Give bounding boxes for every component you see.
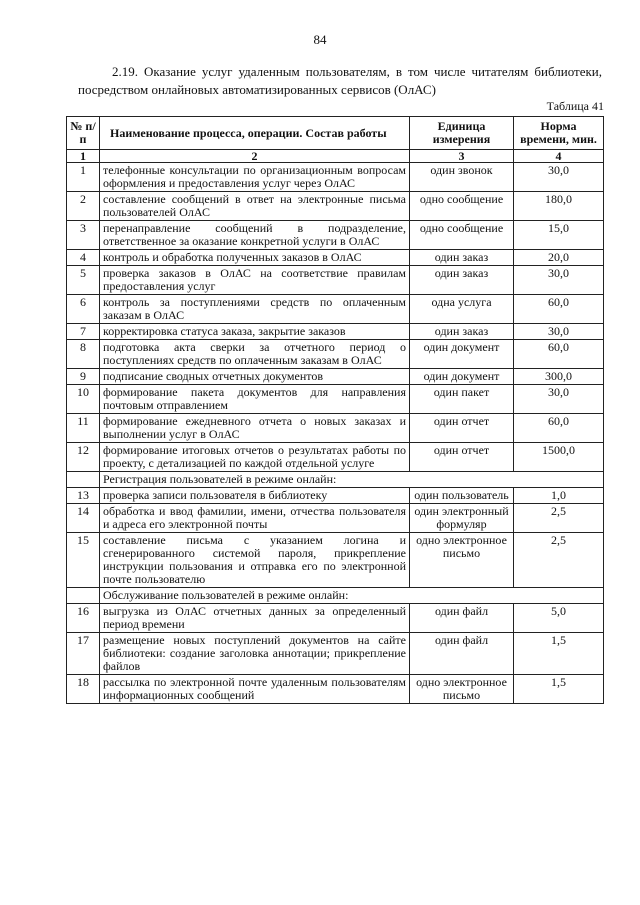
row-description: размещение новых поступлений документов на сайте библиотеки: создание заголовка аннотации; прикрепление файлов [100,633,410,675]
row-norm: 1,5 [514,633,604,675]
row-number: 1 [67,163,100,192]
row-norm: 5,0 [514,604,604,633]
table-row [67,192,604,221]
section-service [67,588,604,604]
column-number: 4 [514,150,604,163]
row-description: составление письма с указанием логина и сгенерированного системой пароля, прикрепление инструкции пользования и отправка его по электронной почте пользователю [100,533,410,588]
row-number: 18 [67,675,100,704]
row-norm: 30,0 [514,266,604,295]
table-row [67,533,604,588]
row-norm: 180,0 [514,192,604,221]
row-unit: один пакет [410,385,514,414]
row-description: подготовка акта сверки за отчетного период о поступлениях средств по оплаченным заказам в ОлАС [100,340,410,369]
row-unit: одно электронное письмо [410,675,514,704]
row-number: 3 [67,221,100,250]
row-norm: 1,0 [514,488,604,504]
row-norm: 60,0 [514,295,604,324]
row-unit: один заказ [410,324,514,340]
section-num-cell [67,472,100,488]
row-unit: один пользователь [410,488,514,504]
table-row [67,324,604,340]
row-norm: 15,0 [514,221,604,250]
row-description: корректировка статуса заказа, закрытие заказов [100,324,410,340]
section-registration [67,472,604,488]
row-norm: 1500,0 [514,443,604,472]
row-unit: один звонок [410,163,514,192]
row-number: 17 [67,633,100,675]
row-unit: один документ [410,369,514,385]
row-unit: одна услуга [410,295,514,324]
table-row [67,488,604,504]
row-description: рассылка по электронной почте удаленным пользователям информационных сообщений [100,675,410,704]
row-norm: 1,5 [514,675,604,704]
norms-table [66,116,604,704]
row-number: 14 [67,504,100,533]
row-number: 13 [67,488,100,504]
row-description: формирование итоговых отчетов о результатах работы по проекту, с детализацией по каждой отдельной услуге [100,443,410,472]
row-norm: 300,0 [514,369,604,385]
row-description: составление сообщений в ответ на электронные письма пользователей ОлАС [100,192,410,221]
row-unit: один электронный формуляр [410,504,514,533]
section-title: Обслуживание пользователей в режиме онлайн: [100,588,604,604]
row-number: 4 [67,250,100,266]
row-number: 11 [67,414,100,443]
section-row [67,472,604,488]
row-number: 6 [67,295,100,324]
rows-group-general [67,163,604,472]
table-row [67,675,604,704]
row-norm: 30,0 [514,163,604,192]
header-unit: Единица измерения [410,117,514,150]
row-description: обработка и ввод фамилии, имени, отчества пользователя и адреса его электронной почты [100,504,410,533]
row-unit: один отчет [410,443,514,472]
row-unit: один документ [410,340,514,369]
row-number: 9 [67,369,100,385]
table-row [67,414,604,443]
header-name: Наименование процесса, операции. Состав работы [100,117,410,150]
column-number: 2 [100,150,410,163]
row-norm: 30,0 [514,385,604,414]
row-norm: 20,0 [514,250,604,266]
row-number: 12 [67,443,100,472]
rows-group-registration [67,488,604,588]
row-number: 7 [67,324,100,340]
row-unit: один заказ [410,266,514,295]
table-row [67,633,604,675]
table-row [67,163,604,192]
row-unit: один отчет [410,414,514,443]
row-description: выгрузка из ОлАС отчетных данных за определенный период времени [100,604,410,633]
table-row [67,266,604,295]
row-number: 8 [67,340,100,369]
table-row [67,340,604,369]
section-heading: 2.19. Оказание услуг удаленным пользователям, в том числе читателям библиотеки, посредством онлайновых автоматизированных сервисов (ОлАС) [78,64,602,97]
page-number: 84 [313,32,327,47]
row-unit: одно сообщение [410,192,514,221]
table-header-row [67,117,604,150]
table-row [67,369,604,385]
row-description: проверка записи пользователя в библиотеку [100,488,410,504]
table-row [67,443,604,472]
section-title: Регистрация пользователей в режиме онлайн: [100,472,604,488]
row-number: 10 [67,385,100,414]
table-row [67,604,604,633]
row-description: контроль за поступлениями средств по оплаченным заказам в ОлАС [100,295,410,324]
table-row [67,504,604,533]
table-row [67,295,604,324]
row-description: перенаправление сообщений в подразделение, ответственное за оказание конкретной услуги в ОлАС [100,221,410,250]
row-description: формирование пакета документов для направления почтовым отправлением [100,385,410,414]
row-number: 5 [67,266,100,295]
table-row [67,250,604,266]
row-unit: одно сообщение [410,221,514,250]
row-unit: одно электронное письмо [410,533,514,588]
column-number: 1 [67,150,100,163]
section-row [67,588,604,604]
row-description: контроль и обработка полученных заказов в ОлАС [100,250,410,266]
table-row [67,385,604,414]
row-norm: 60,0 [514,340,604,369]
row-norm: 30,0 [514,324,604,340]
row-unit: один файл [410,633,514,675]
row-unit: один файл [410,604,514,633]
header-num: № п/п [67,117,100,150]
rows-group-service [67,604,604,704]
table-caption: Таблица 41 [546,99,604,113]
row-unit: один заказ [410,250,514,266]
row-description: формирование ежедневного отчета о новых заказах и выполнении услуг в ОлАС [100,414,410,443]
row-description: подписание сводных отчетных документов [100,369,410,385]
row-number: 15 [67,533,100,588]
row-description: проверка заказов в ОлАС на соответствие правилам предоставления услуг [100,266,410,295]
header-norm: Норма времени, мин. [514,117,604,150]
row-norm: 2,5 [514,504,604,533]
row-norm: 2,5 [514,533,604,588]
row-number: 16 [67,604,100,633]
row-norm: 60,0 [514,414,604,443]
column-number: 3 [410,150,514,163]
row-number: 2 [67,192,100,221]
table-row [67,221,604,250]
section-num-cell [67,588,100,604]
row-description: телефонные консультации по организационным вопросам оформления и предоставления услуг через ОлАС [100,163,410,192]
column-numbers-row [67,150,604,163]
